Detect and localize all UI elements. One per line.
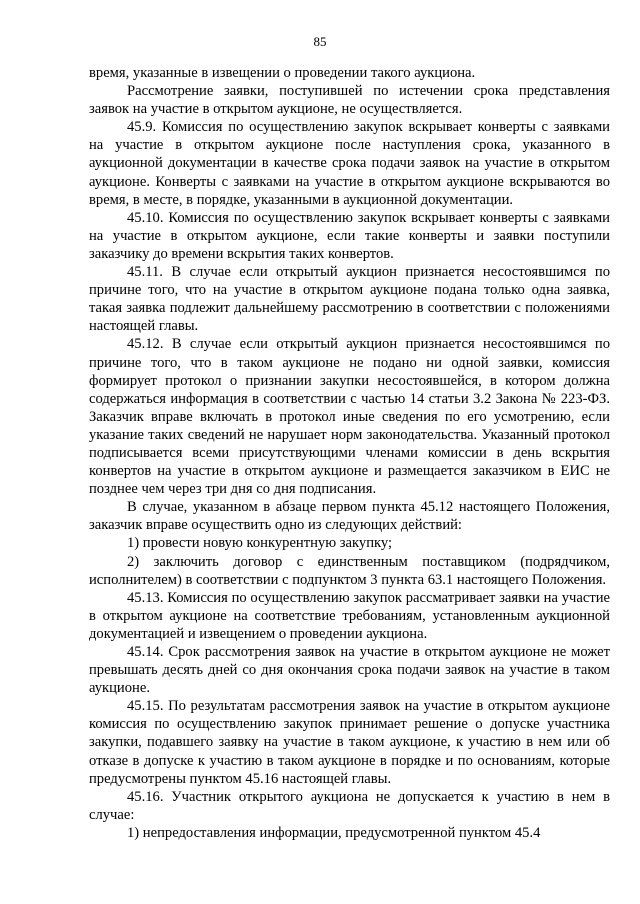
paragraph: 45.11. В случае если открытый аукцион признается несостоявшимся по причине того, что на участие в открытом аукционе подана только одна заявка, такая заявка подлежит дальнейшему рассмотрению в соответствии с положениями настоящей главы. (89, 264, 610, 335)
paragraph: 45.10. Комиссия по осуществлению закупок вскрывает конверты с заявками на участие в открытом аукционе, если такие конверты и заявки поступили заказчику до времени вскрытия таких конвертов. (89, 209, 610, 262)
page-number: 85 (313, 34, 327, 49)
paragraph: время, указанные в извещении о проведении такого аукциона. (89, 65, 476, 81)
paragraph: 45.16. Участник открытого аукциона не допускается к участию в нем в случае: (89, 788, 610, 823)
paragraph: 45.15. По результатам рассмотрения заявок на участие в открытом аукционе комиссия по осуществлению закупок принимает решение о допуске участника закупки, подавшего заявку на участие в таком аукционе, к участию в нем или об отказе в допуске к участию в таком аукционе в порядке и по основаниям, которые предусмотрены пунктом 45.16 настоящей главы. (89, 698, 610, 787)
paragraph: 45.12. В случае если открытый аукцион признается несостоявшимся по причине того, что в таком аукционе не подано ни одной заявки, комиссия формирует протокол о признании закупки несостоявшейся, в котором должна содержаться информация в соответствии с частью 14 статьи 3.2 Закона № 223-ФЗ. Заказчик вправе включать в протокол иные сведения по его усмотрению, если указание таких сведений не нарушает норм законодательства. Указанный протокол подписывается всеми присутствующими членами комиссии в день вскрытия конвертов на участие в открытом аукционе и размещается заказчиком в ЕИС не позднее чем через три дня со дня подписания. (89, 336, 610, 498)
paragraph: 45.13. Комиссия по осуществлению закупок рассматривает заявки на участие в открытом аукционе на соответствие требованиям, установленным аукционной документацией и извещением о проведении аукциона. (89, 589, 610, 642)
paragraph: В случае, указанном в абзаце первом пункта 45.12 настоящего Положения, заказчик вправе осуществить одно из следующих действий: (89, 499, 610, 534)
paragraph: 45.14. Срок рассмотрения заявок на участие в открытом аукционе не может превышать десять дней со дня окончания срока подачи заявок на участие в таком аукционе. (89, 644, 610, 697)
paragraph: Рассмотрение заявки, поступившей по истечении срока представления заявок на участие в открытом аукционе, не осуществляется. (89, 83, 610, 118)
paragraph: 45.9. Комиссия по осуществлению закупок вскрывает конверты с заявками на участие в открытом аукционе после наступления срока, указанного в аукционной документации в качестве срока подачи заявок на участие в открытом аукционе. Конверты с заявками на участие в открытом аукционе вскрываются во время, в месте, в порядке, указанными в аукционной документации. (89, 119, 610, 208)
list-item: 2) заключить договор с единственным поставщиком (подрядчиком, исполнителем) в соответствии с подпунктом 3 пункта 63.1 настоящего Положения. (89, 553, 610, 588)
document-body (89, 64, 610, 842)
list-item: 1) провести новую конкурентную закупку; (127, 535, 393, 552)
list-item: 1) непредоставления информации, предусмотренной пунктом 45.4 (127, 824, 541, 841)
